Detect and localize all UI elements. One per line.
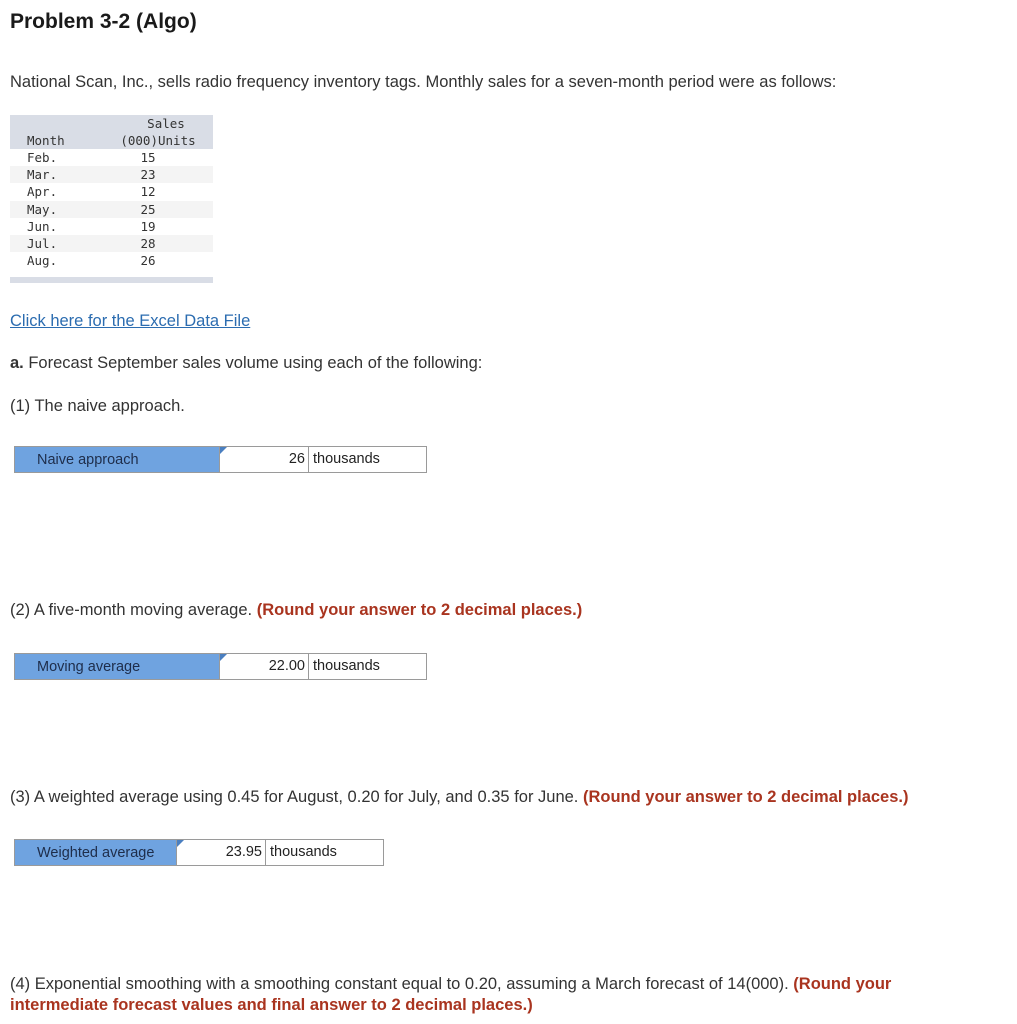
q1-text: (1) The naive approach. bbox=[10, 397, 185, 415]
q3-question bbox=[10, 788, 908, 807]
month-cell: Aug. bbox=[27, 253, 58, 269]
table-row bbox=[10, 166, 213, 183]
q4-round-note-1: (Round your bbox=[793, 975, 892, 993]
table-row bbox=[10, 252, 213, 269]
sales-cell: 25 bbox=[140, 201, 156, 217]
header-sales: Sales bbox=[147, 116, 185, 131]
q2-text: (2) A five-month moving average. bbox=[10, 601, 257, 619]
q2-round-note: (Round your answer to 2 decimal places.) bbox=[256, 601, 583, 619]
table-row bbox=[10, 201, 213, 218]
flag-icon bbox=[177, 840, 184, 847]
part-a-text: Forecast September sales volume using each of the following: bbox=[23, 354, 483, 372]
month-cell: Apr. bbox=[27, 184, 58, 200]
q4-round-note-2: intermediate forecast values and final answer to 2 decimal places.) bbox=[10, 996, 533, 1014]
naive-answer-input[interactable] bbox=[220, 447, 309, 472]
weighted-average-label: Weighted average bbox=[14, 839, 177, 866]
naive-answer-unit: thousands bbox=[313, 451, 380, 467]
q3-text: (3) A weighted average using 0.45 for August, 0.20 for July, and 0.35 for June. bbox=[10, 788, 583, 806]
weighted-average-input[interactable] bbox=[177, 840, 266, 865]
month-cell: May. bbox=[27, 201, 58, 217]
sales-cell: 15 bbox=[140, 150, 156, 165]
q3-round-note: (Round your answer to 2 decimal places.) bbox=[582, 788, 909, 806]
naive-approach-label: Naive approach bbox=[14, 446, 220, 473]
month-cell: Feb. bbox=[27, 150, 58, 165]
excel-data-link[interactable]: Click here for the Excel Data File bbox=[10, 312, 251, 330]
naive-answer-value: 26 bbox=[288, 451, 305, 467]
weighted-average-unit: thousands bbox=[270, 844, 337, 860]
header-units: (000)Units bbox=[120, 133, 196, 148]
q4-text: (4) Exponential smoothing with a smoothing constant equal to 0.20, assuming a March forecast of 14(000). bbox=[10, 975, 794, 993]
table-row bbox=[10, 183, 213, 200]
sales-cell: 12 bbox=[140, 184, 156, 200]
month-cell: Mar. bbox=[27, 167, 58, 183]
moving-average-value: 22.00 bbox=[268, 658, 305, 674]
table-footer bbox=[10, 277, 213, 283]
naive-answer-box bbox=[220, 446, 427, 473]
month-cell: Jul. bbox=[27, 235, 58, 251]
moving-average-answer-box bbox=[220, 653, 427, 680]
month-cell: Jun. bbox=[27, 218, 58, 234]
weighted-average-value: 23.95 bbox=[225, 844, 262, 860]
flag-icon bbox=[220, 447, 227, 454]
moving-average-label: Moving average bbox=[14, 653, 220, 680]
intro-text: National Scan, Inc., sells radio frequency inventory tags. Monthly sales for a seven-month period were as follows: bbox=[10, 73, 837, 91]
part-a-label: a. bbox=[10, 354, 24, 372]
moving-average-unit: thousands bbox=[313, 658, 380, 674]
moving-average-input[interactable] bbox=[220, 654, 309, 679]
sales-cell: 28 bbox=[140, 235, 156, 251]
weighted-average-answer-box bbox=[177, 839, 384, 866]
sales-cell: 26 bbox=[140, 253, 156, 269]
table-header bbox=[10, 115, 213, 149]
sales-table bbox=[10, 115, 213, 283]
flag-icon bbox=[220, 654, 227, 661]
sales-cell: 23 bbox=[140, 167, 156, 183]
table-row bbox=[10, 218, 213, 235]
header-month: Month bbox=[27, 133, 65, 148]
page-title: Problem 3-2 (Algo) bbox=[10, 10, 197, 33]
q4-question bbox=[10, 974, 891, 1016]
q2-question bbox=[10, 601, 582, 620]
table-row bbox=[10, 149, 213, 166]
table-body bbox=[10, 149, 213, 269]
table-row bbox=[10, 235, 213, 252]
sales-cell: 19 bbox=[140, 218, 156, 234]
part-a-heading bbox=[10, 354, 482, 373]
